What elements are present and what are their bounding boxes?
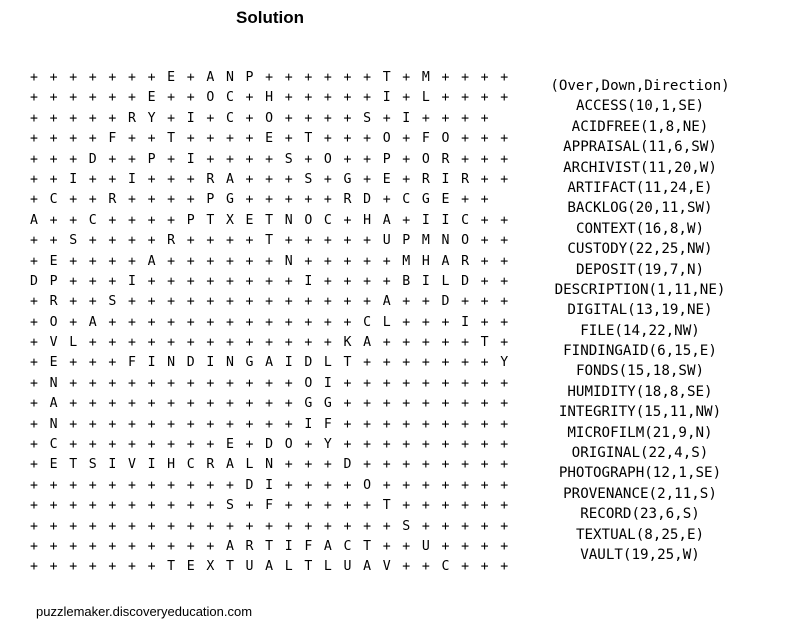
word-entry: VAULT(19,25,W) xyxy=(580,546,700,563)
grid-row: + E + + + F I N D I N G A I D L T + + + + + + + Y xyxy=(30,355,509,371)
word-entry: TEXTUAL(8,25,E) xyxy=(575,526,705,543)
grid-row: + C + + + + + + + + E + D O + Y + + + + + + + + + xyxy=(30,437,509,453)
footer-credit: puzzlemaker.discoveryeducation.com xyxy=(36,604,253,619)
grid-row: + + + + + + + E + A N P + + + + + + T + M + + + + xyxy=(30,70,509,85)
grid-row: + + + + F + + T + + + + E + T + + + O + F O + + + xyxy=(30,131,509,147)
word-list-header: (Over,Down,Direction) xyxy=(550,78,730,94)
grid-row: + V L + + + + + + + + + + + + + K A + + + + + T + xyxy=(30,335,509,351)
grid-row: D P + + + I + + + + + + + + I + + + + B I L D + + xyxy=(30,273,509,289)
word-entry: FINDINGAID(6,15,E) xyxy=(563,343,717,360)
word-entry: ARCHIVIST(11,20,W) xyxy=(563,159,717,176)
word-entry: FILE(14,22,NW) xyxy=(580,322,700,339)
word-entry: BACKLOG(20,11,SW) xyxy=(567,200,713,217)
word-entry: DEPOSIT(19,7,N) xyxy=(575,261,705,278)
word-entry: CONTEXT(16,8,W) xyxy=(575,220,705,237)
grid-row: + + S + + + + R + + + + T + + + + + U P M N O + + xyxy=(30,233,509,249)
grid-row: + R + + S + + + + + + + + + + + + + A + + D + + + xyxy=(30,294,509,310)
word-entry: DESCRIPTION(1,11,NE) xyxy=(554,281,726,298)
grid-row: + + I + + I + + + R A + + + S + G + E + R I R + + xyxy=(30,171,509,187)
word-entry: ARTIFACT(11,24,E) xyxy=(567,179,713,196)
grid-row: + + + + + + + + + + + D I + + + + O + + + + + + + xyxy=(30,477,509,493)
grid-row: + E + + + + A + + + + + + N + + + + + M H A R + + xyxy=(30,253,509,269)
grid-row: + A + + + + + + + + + + + + G G + + + + + + + + + xyxy=(30,396,509,412)
grid-row: + O + A + + + + + + + + + + + + + C L + + + I + + xyxy=(30,314,509,330)
grid-row: + N + + + + + + + + + + + + I F + + + + + + + + + xyxy=(30,416,509,432)
grid-row: + N + + + + + + + + + + + + O I + + + + + + + + + xyxy=(30,375,509,391)
word-entry: ORIGINAL(22,4,S) xyxy=(571,445,709,462)
grid-row: + + + + + + + + + + S + F + + + + + T + + + + + + xyxy=(30,498,509,514)
word-entry: HUMIDITY(18,8,SE) xyxy=(567,383,713,400)
word-entry: INTEGRITY(15,11,NW) xyxy=(558,404,722,421)
word-entry: DIGITAL(13,19,NE) xyxy=(567,302,713,319)
word-entry: ACCESS(10,1,SE) xyxy=(575,98,705,115)
grid-row: + + + + + R Y + I + C + O + + + + S + I + + + + xyxy=(30,110,489,126)
word-entry: APPRAISAL(11,6,SW) xyxy=(563,139,717,156)
puzzle-title: Solution xyxy=(236,8,304,27)
word-entry: CUSTODY(22,25,NW) xyxy=(567,241,713,258)
word-entry: RECORD(23,6,S) xyxy=(580,506,700,523)
word-entry: PROVENANCE(2,11,S) xyxy=(563,485,717,502)
letter-grid xyxy=(30,68,520,578)
grid-row: + + + + + + + + + + A R T I F A C T + + U + + + + xyxy=(30,538,509,554)
grid-row: + + + + + + + + + + + + + + + + + + + S + + + + + xyxy=(30,518,509,534)
word-entry: PHOTOGRAPH(12,1,SE) xyxy=(558,465,722,482)
grid-row: A + + C + + + + P T X E T N O C + H A + I I C + + xyxy=(30,212,509,228)
grid-row: + C + + R + + + + P G + + + + + R D + C G E + + xyxy=(30,192,489,208)
grid-row: + + + + + + E + + O C + H + + + + + I + L + + + + xyxy=(30,90,509,106)
word-list xyxy=(536,76,744,565)
word-entry: ACIDFREE(1,8,NE) xyxy=(571,118,709,135)
word-entry: FONDS(15,18,SW) xyxy=(575,363,705,380)
grid-row: + E T S I V I H C R A L N + + + D + + + + + + + + xyxy=(30,457,509,473)
grid-row: + + + + + + + T E X T U A L T L U A V + + C + + + xyxy=(30,559,509,575)
word-entry: MICROFILM(21,9,N) xyxy=(567,424,713,441)
grid-row: + + + D + + P + I + + + + S + O + + P + O R + + + xyxy=(30,151,509,167)
